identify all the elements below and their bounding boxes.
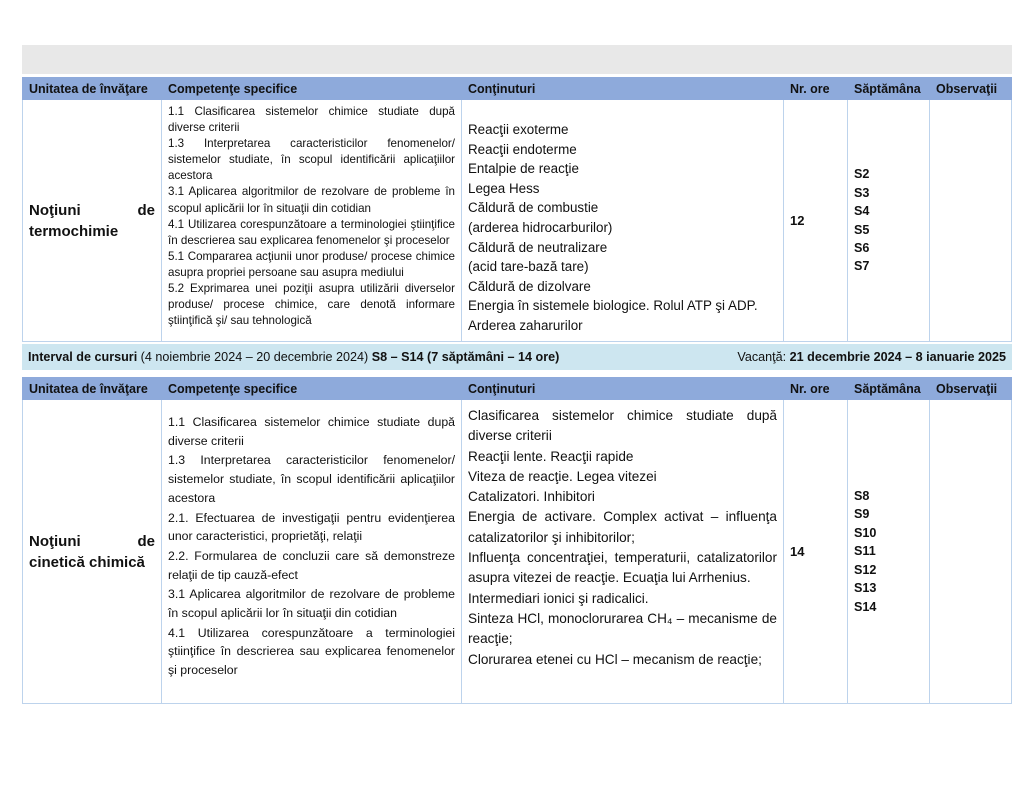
competenta-item: 1.1 Clasificarea sistemelor chimice studiate după diverse criterii (168, 105, 455, 135)
week-item: S13 (854, 581, 877, 596)
unit-title: Noţiuni de cinetică chimică (29, 532, 155, 571)
continut-item: Reacţii lente. Reacţii rapide (468, 448, 634, 464)
continut-item: Entalpie de reacţie (468, 161, 579, 177)
week-item: S2 (854, 167, 870, 182)
week-item: S11 (854, 544, 876, 559)
week-item: S10 (854, 525, 877, 540)
continut-item: Catalizatori. Inhibitori (468, 489, 595, 505)
continut-item: Căldură de combustie (468, 200, 599, 216)
col-header-competente: Competenţe specifice (162, 77, 462, 100)
continuturi-list (462, 100, 784, 342)
competenta-item: 3.1 Aplicarea algoritmilor de rezolvare de probleme în scopul aplicării lor în situaţii din cotidian (168, 587, 455, 621)
nr-ore-cell (784, 400, 848, 704)
saptamana-list (848, 100, 930, 342)
competenta-item: 2.1. Efectuarea de investigaţii pentru evidenţierea unor caracteristici, proprietăţi, relaţii (168, 510, 455, 544)
week-item: S14 (854, 599, 877, 614)
competenta-item: 1.3 Interpretarea caracteristicilor fenomenelor/ sistemelor studiate, în scopul identificării aplicaţiilor acestora (168, 453, 455, 505)
col-header-observatii: Observaţii (930, 377, 1012, 400)
continut-item: Influenţa concentraţiei, temperaturii, catalizatorilor asupra vitezei de reacţie. Ecuaţia lui Arrhenius. (468, 550, 777, 586)
col-header-unitatea: Unitatea de învăţare (22, 77, 162, 100)
nr-ore-value: 14 (790, 544, 805, 559)
week-item: S6 (854, 240, 870, 255)
competenta-item: 5.1 Compararea acţiunii unor produse/ procese chimice asupra propriei persoane sau asupra mediului (168, 249, 455, 279)
observatii-cell (930, 400, 1012, 704)
continut-item: Energia în sistemele biologice. Rolul ATP şi ADP. (468, 298, 758, 314)
interval-dates: (4 noiembrie 2024 – 20 decembrie 2024) (137, 350, 372, 364)
unit-title: Noţiuni de termochimie (29, 201, 155, 240)
continut-item: Clasificarea sistemelor chimice studiate după diverse criterii (468, 408, 777, 444)
week-item: S7 (854, 259, 870, 274)
continut-item: Intermediari ionici şi radicalici. (468, 590, 649, 606)
table1-row-termochimie (22, 100, 1012, 342)
week-item: S8 (854, 489, 870, 504)
competente-list (162, 100, 462, 342)
col-header-continuturi: Conţinuturi (462, 77, 784, 100)
document-page (22, 0, 1012, 704)
continut-item: Reacţii exoterme (468, 122, 569, 137)
col-header-nr-ore: Nr. ore (784, 377, 848, 400)
vacanta-label: Vacanţă: (737, 350, 790, 364)
continut-item: Energia de activare. Complex activat – influenţa catalizatorilor şi inhibitorilor; (468, 509, 777, 545)
col-header-saptamana: Săptămâna (848, 377, 930, 400)
col-header-unitatea: Unitatea de învăţare (22, 377, 162, 400)
vacanta-dates: 21 decembrie 2024 – 8 ianuarie 2025 (789, 350, 1006, 364)
week-item: S3 (854, 185, 870, 200)
continut-item: Căldură de neutralizare (468, 239, 608, 255)
col-header-observatii: Observaţii (930, 77, 1012, 100)
continut-item: Viteza de reacţie. Legea vitezei (468, 468, 657, 484)
observatii-cell (930, 100, 1012, 342)
continut-item: Legea Hess (468, 180, 540, 196)
continuturi-list (462, 400, 784, 704)
nr-ore-cell (784, 100, 848, 342)
table2-row-cinetica (22, 400, 1012, 704)
week-item: S12 (854, 562, 877, 577)
continut-item: Sinteza HCl, monoclorurarea CH₄ – mecanisme de reacţie; (468, 610, 777, 647)
continut-item: Căldură de dizolvare (468, 278, 591, 294)
unit-cell (22, 100, 162, 342)
col-header-saptamana: Săptămâna (848, 77, 930, 100)
competenta-item: 2.2. Formularea de concluzii care să demonstreze relaţii de tip cauză-efect (168, 548, 455, 582)
nr-ore-value: 12 (790, 213, 805, 228)
continut-item: (acid tare-bază tare) (468, 259, 589, 275)
col-header-continuturi: Conţinuturi (462, 377, 784, 400)
week-item: S4 (854, 204, 870, 219)
week-item: S9 (854, 507, 870, 522)
interval-band (22, 344, 1012, 370)
week-item: S5 (854, 222, 870, 237)
table1-header-row (22, 77, 1012, 100)
col-header-competente: Competenţe specifice (162, 377, 462, 400)
unit-cell (22, 400, 162, 704)
interval-label: Interval de cursuri (28, 350, 138, 364)
competenta-item: 1.1 Clasificarea sistemelor chimice studiate după diverse criterii (168, 415, 455, 448)
competente-list (162, 400, 462, 704)
saptamana-list (848, 400, 930, 704)
competenta-item: 4.1 Utilizarea corespunzătoare a terminologiei ştiinţifice în descrierea sau explicarea fenomenelor şi proceselor (168, 625, 455, 678)
continut-item: (arderea hidrocarburilor) (468, 219, 613, 235)
col-header-nr-ore: Nr. ore (784, 77, 848, 100)
competenta-item: 5.2 Exprimarea unei poziţii asupra utilizării diverselor produse/ procese chimice, care denotă informare ştiinţifică şi/ sau tehnologică (168, 282, 455, 328)
table2-header-row (22, 377, 1012, 400)
vacanta-text (737, 350, 1006, 364)
competenta-item: 3.1 Aplicarea algoritmilor de rezolvare de probleme în scopul aplicării lor în situaţii din cotidian (168, 185, 455, 215)
interval-weeks: S8 – S14 (7 săptămâni – 14 ore) (371, 350, 560, 364)
interval-text (28, 350, 559, 364)
continut-item: Arderea zaharurilor (468, 317, 583, 333)
competenta-item: 4.1 Utilizarea corespunzătoare a terminologiei ştiinţifice în descrierea sau explicarea fenomenelor şi proceselor (168, 217, 455, 247)
competenta-item: 1.3 Interpretarea caracteristicilor fenomenelor/ sistemelor studiate, în scopul identificării aplicaţiilor acestora (168, 137, 455, 183)
page-top-margin-strip (22, 45, 1012, 74)
continut-item: Reacţii endoterme (468, 141, 577, 157)
continut-item: Clorurarea etenei cu HCl – mecanism de reacţie; (468, 651, 762, 667)
